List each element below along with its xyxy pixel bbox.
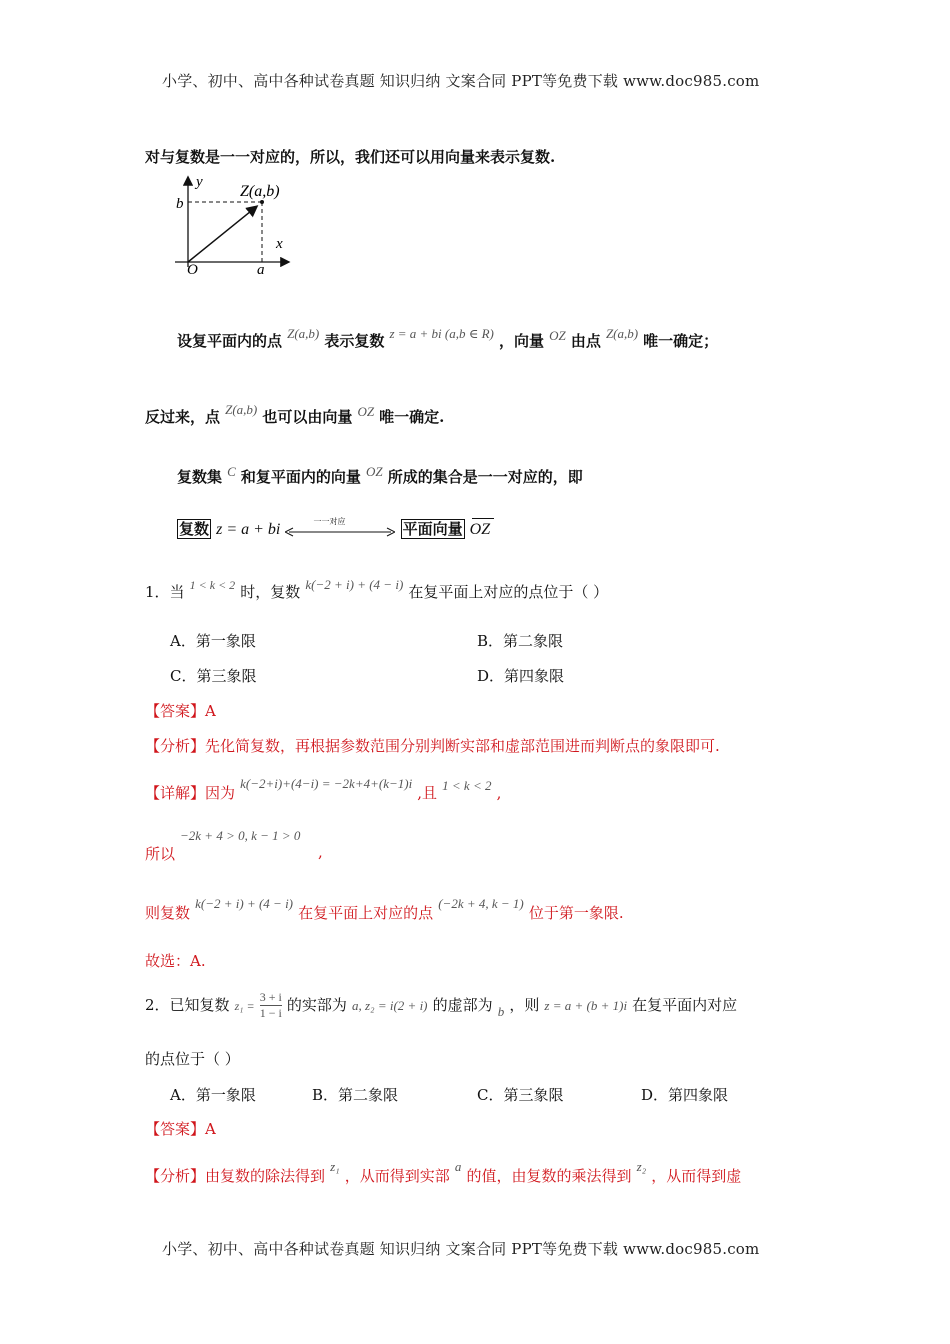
x-label: x xyxy=(276,236,283,252)
math: OZ xyxy=(549,328,566,343)
q2-stem-line-2: 的点位于（ ） xyxy=(145,1050,240,1068)
math: a, z₂ = i(2 + i) xyxy=(352,998,428,1013)
text: ，从而得到虚 xyxy=(651,1167,742,1185)
q1-answer: 【答案】A xyxy=(145,702,216,720)
text: 唯一确定； xyxy=(643,332,719,350)
math: z₂ xyxy=(636,1159,647,1174)
math: OZ xyxy=(365,464,383,479)
a-label: a xyxy=(257,262,265,277)
intro-line-1: 对与复数是一一对应的，所以，我们还可以用向量来表示复数. xyxy=(145,148,556,166)
page-header: 小学、初中、高中各种试卷真题 知识归纳 文案合同 PPT等免费下载 www.doc985.com xyxy=(162,72,760,90)
intro-line-2 xyxy=(177,326,719,351)
q1-option-a: A．第一象限 xyxy=(170,632,256,650)
text: 则复数 xyxy=(145,904,191,922)
math: z = a + bi xyxy=(216,521,281,538)
fraction xyxy=(260,990,282,1021)
overline-arrow xyxy=(472,518,494,519)
fraction-denominator: 1 − i xyxy=(259,1006,282,1020)
math: OZ xyxy=(357,404,375,419)
text: 唯一确定. xyxy=(379,408,445,426)
text: 在复平面上对应的点位于（ ） xyxy=(408,583,609,601)
page-footer: 小学、初中、高中各种试卷真题 知识归纳 文案合同 PPT等免费下载 www.doc985.com xyxy=(162,1240,760,1258)
text: 的实部为 xyxy=(286,996,347,1014)
text: 的虚部为 xyxy=(432,996,493,1014)
text: 和复平面内的向量 xyxy=(240,468,361,486)
math: k(−2+i)+(4−i) = −2k+4+(k−1)i xyxy=(240,776,413,791)
q2-analysis xyxy=(145,1159,742,1186)
q2-option-a: A．第一象限 xyxy=(170,1086,256,1104)
q2-stem xyxy=(145,990,737,1021)
vector-oz-label: OZ xyxy=(470,521,490,539)
math: z₁ = xyxy=(234,999,255,1013)
math: Z(a,b) xyxy=(287,326,320,341)
q1-so-math: −2k + 4 > 0, k − 1 > 0 xyxy=(180,828,301,843)
text: 1．当 xyxy=(145,583,185,601)
text: 在复平面内对应 xyxy=(632,996,738,1014)
math: k(−2 + i) + (4 − i) xyxy=(305,577,404,592)
q1-so-comma: , xyxy=(318,843,323,861)
text: 位于第一象限. xyxy=(528,904,624,922)
text: 2．已知复数 xyxy=(145,996,230,1014)
math: Z(a,b) xyxy=(605,326,639,341)
math: b xyxy=(497,1004,505,1019)
intro-line-3 xyxy=(145,402,445,427)
text: 在复平面上对应的点 xyxy=(298,904,434,922)
text: 设复平面内的点 xyxy=(177,332,283,350)
text: 表示复数 xyxy=(324,332,385,350)
double-arrow-icon xyxy=(285,526,395,538)
q2-option-d: D．第四象限 xyxy=(641,1086,729,1104)
b-label: b xyxy=(176,196,184,212)
text: 复数集 xyxy=(177,468,223,486)
math: z = a + bi (a,b ∈ R) xyxy=(389,326,494,341)
text: 时，复数 xyxy=(240,583,301,601)
text: 由点 xyxy=(570,332,601,350)
text: ，从而得到实部 xyxy=(344,1167,450,1185)
math: Z(a,b) xyxy=(225,402,258,417)
intro-line-4 xyxy=(177,466,583,487)
vector-oz xyxy=(188,207,256,262)
correspondence-arrow xyxy=(285,516,395,540)
text: , xyxy=(496,784,502,802)
text: ，向量 xyxy=(499,332,545,350)
text: 反过来，点 xyxy=(145,408,221,426)
math: k(−2 + i) + (4 − i) xyxy=(195,896,294,911)
text: ,且 xyxy=(417,784,438,802)
q1-so-text: 所以 xyxy=(145,845,176,863)
q1-choice: 故选：A. xyxy=(145,952,206,970)
q1-option-b: B．第二象限 xyxy=(477,632,564,650)
text: 的值，由复数的乘法得到 xyxy=(466,1167,632,1185)
text: 【详解】因为 xyxy=(145,784,236,802)
math: 1 < k < 2 xyxy=(442,778,492,793)
math: 1 < k < 2 xyxy=(189,578,236,592)
z-point-label: Z(a,b) xyxy=(240,183,280,200)
boxed-text: 平面向量 xyxy=(402,520,463,538)
math: (−2k + 4, k − 1) xyxy=(438,896,524,911)
point-z xyxy=(260,200,264,204)
text: ，则 xyxy=(509,996,540,1014)
math: z₁ xyxy=(330,1159,340,1174)
origin-label: O xyxy=(187,262,198,277)
q1-analysis: 【分析】先化简复数，再根据参数范围分别判断实部和虚部范围进而判断点的象限即可. xyxy=(145,737,720,755)
q1-detail xyxy=(145,776,502,803)
math: a xyxy=(454,1159,462,1174)
q1-conclusion xyxy=(145,896,624,923)
q2-option-b: B．第二象限 xyxy=(312,1086,399,1104)
math: C xyxy=(227,464,236,479)
complex-plane-figure xyxy=(170,172,300,277)
intro-line-5 xyxy=(177,518,490,548)
math: z = a + (b + 1)i xyxy=(544,998,628,1013)
text: 也可以由向量 xyxy=(262,408,353,426)
text: 【分析】由复数的除法得到 xyxy=(145,1167,326,1185)
q2-answer: 【答案】A xyxy=(145,1120,216,1138)
arrow-label: 一一对应 xyxy=(313,516,346,526)
q1-option-d: D．第四象限 xyxy=(477,667,565,685)
y-label: y xyxy=(196,174,203,190)
q2-option-c: C．第三象限 xyxy=(477,1086,564,1104)
text: 所成的集合是一一对应的，即 xyxy=(387,468,583,486)
boxed-text: 复数 xyxy=(179,520,210,538)
q1-option-c: C．第三象限 xyxy=(170,667,257,685)
q1-stem xyxy=(145,577,609,602)
fraction-numerator: 3 + i xyxy=(259,990,282,1004)
